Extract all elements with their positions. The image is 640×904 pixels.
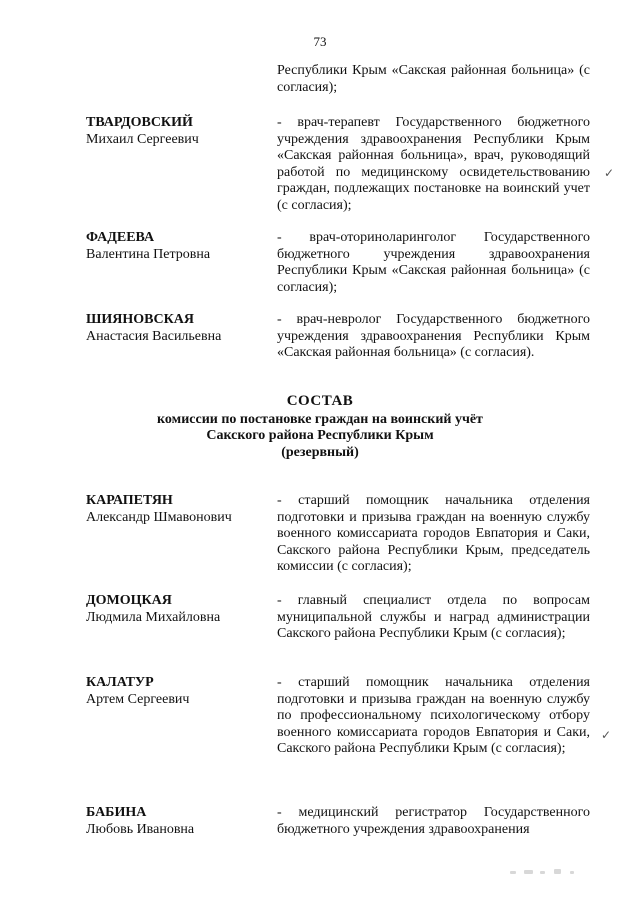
member-given-name: Людмила Михайловна <box>86 610 221 625</box>
member-surname: ФАДЕЕВА <box>86 230 155 245</box>
member-surname: КАРАПЕТЯН <box>86 493 173 508</box>
continuation-text: Республики Крым «Сакская районная больница» (с согласия); <box>277 63 590 95</box>
heading-line-commission: комиссии по постановке граждан на воинский учёт <box>157 411 483 427</box>
member-role: - врач-невролог Государственного бюджетного учреждения здравоохранения Республики Крым «Сакская районная больница» (с согласия). <box>277 312 590 360</box>
member-role: - врач-оториноларинголог Государственного бюджетного учреждения здравоохранения Республики Крым «Сакская районная больница» (с согласия); <box>277 230 590 295</box>
scan-artifact <box>510 868 590 878</box>
member-entry-tvardovsky <box>86 115 590 215</box>
member-role: - старший помощник начальника отделения подготовки и призыва граждан на военную службу военного комиссариата городов Евпатория и Саки, Сакского района Республики Крым, председатель комиссии (с согласия); <box>277 493 590 574</box>
heading-line-reserve: (резервный) <box>281 444 359 460</box>
margin-check-icon: ✓ <box>601 728 612 742</box>
member-surname: ШИЯНОВСКАЯ <box>86 312 194 327</box>
section-heading <box>0 393 640 461</box>
member-role: - медицинский регистратор Государственного бюджетного учреждения здравоохранения <box>277 805 590 837</box>
member-given-name: Михаил Сергеевич <box>86 132 199 147</box>
member-entry-kalatur <box>86 675 590 793</box>
member-entry-karapetyan <box>86 493 590 577</box>
member-given-name: Валентина Петровна <box>86 247 211 262</box>
member-entry-shiyanovskaya <box>86 312 590 364</box>
member-entry-domotskaya <box>86 593 590 661</box>
member-surname: БАБИНА <box>86 805 147 820</box>
member-role: - старший помощник начальника отделения подготовки и призыва граждан на военную службу по профессиональному психологическому отбору военного комиссариата городов Евпатория и Саки, Сакского района Республики Крым (с согласия); <box>277 675 590 756</box>
member-given-name: Любовь Ивановна <box>86 822 195 837</box>
heading-line-district: Сакского района Республики Крым <box>206 428 434 443</box>
member-role: - главный специалист отдела по вопросам муниципальной службы и наград администрации Сакского района Республики Крым (с согласия); <box>277 593 590 641</box>
member-given-name: Артем Сергеевич <box>86 692 190 707</box>
member-role: - врач-терапевт Государственного бюджетного учреждения здравоохранения Республики Крым «Сакская районная больница», врач, руководящий работой по медицинскому освидетельствованию граждан, подлежащих постановке на воинский учет (с согласия); <box>277 115 590 213</box>
heading-title: СОСТАВ <box>286 393 354 409</box>
member-entry-babina <box>86 805 590 841</box>
member-given-name: Анастасия Васильевна <box>86 329 222 344</box>
member-entry-fadeeva <box>86 230 590 298</box>
member-surname: ТВАРДОВСКИЙ <box>86 115 193 130</box>
page-number: 73 <box>313 34 327 49</box>
margin-check-icon: ✓ <box>604 166 615 180</box>
member-given-name: Александр Шмавонович <box>86 510 232 525</box>
member-surname: ДОМОЦКАЯ <box>86 593 172 608</box>
member-surname: КАЛАТУР <box>86 675 154 690</box>
